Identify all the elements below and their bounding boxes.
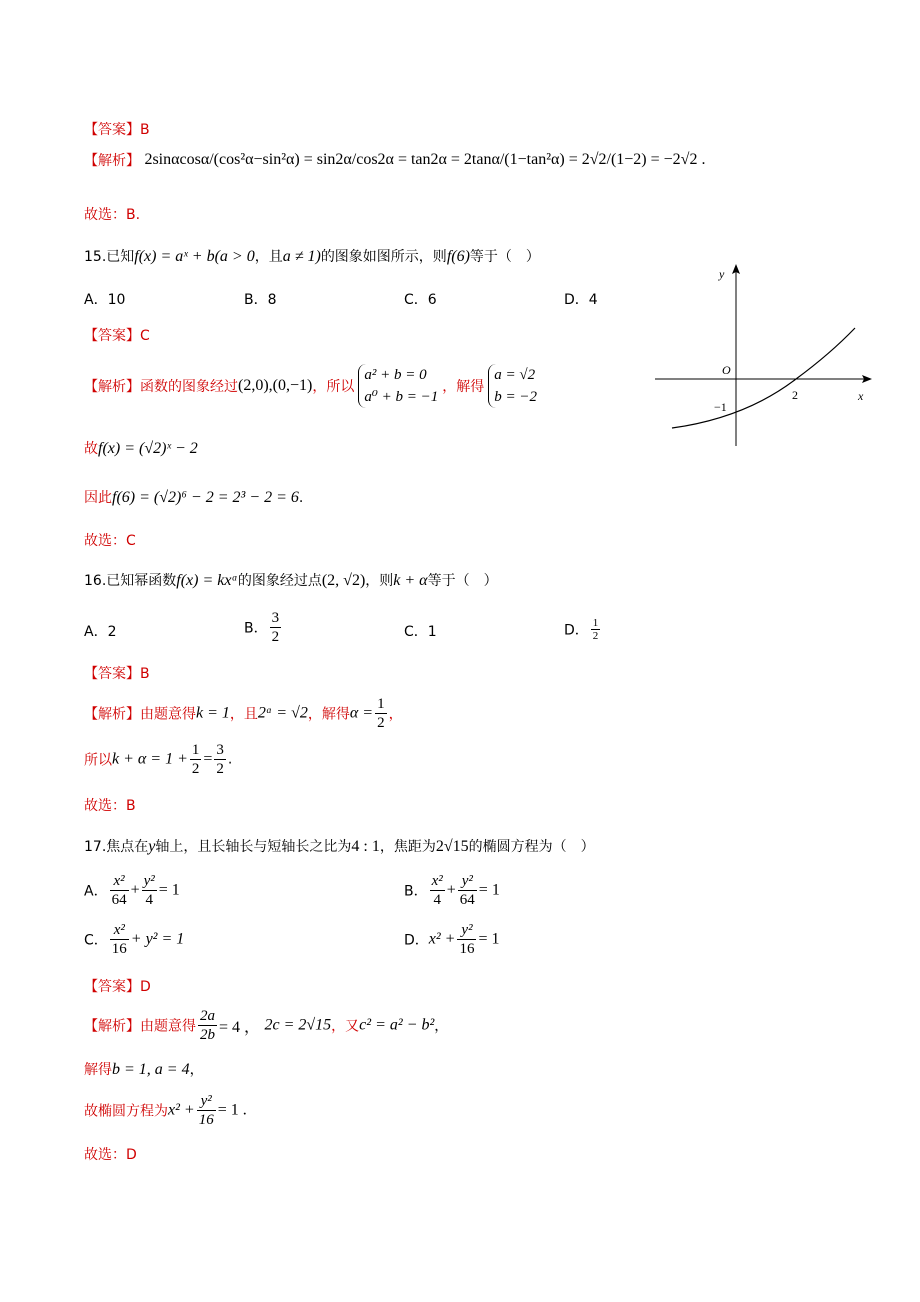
q14-conclusion: 故选：B. — [84, 207, 141, 223]
q17-stem-mid: 轴上，且长轴长与短轴长之比为 — [155, 839, 352, 855]
q16-option-b-label: B． — [244, 620, 268, 637]
q15-system-2 — [488, 364, 537, 408]
answer-tag: 【答案】 — [84, 122, 140, 138]
fraction — [110, 872, 129, 909]
q15-stem-func: f(x) = aˣ + b(a > 0 — [134, 248, 255, 265]
y-tick-minus1: −1 — [714, 400, 727, 414]
origin-label: O — [722, 363, 731, 377]
q17-analysis-eq2: 2c = 2√15 — [264, 1016, 332, 1034]
q15-option-d: D．4 — [564, 292, 598, 308]
q16-analysis-p1: 由题意得 — [140, 706, 196, 723]
q15-analysis-line — [84, 364, 541, 408]
q16-stem-mid: 的图象经过点 — [237, 573, 322, 589]
q17-option-d-label: D． — [404, 932, 429, 949]
q17-analysis-line: 【解析】由题意得 $\frac{2a}{2b}$ = 4 ， 2c = 2√15，又c² = a² − b²， — [84, 1008, 449, 1043]
q16-line2-eq: = — [203, 750, 213, 768]
q15-stem-suffix: 的图象如图所示，则 — [320, 249, 447, 265]
numerator: 3 — [271, 610, 280, 626]
q15-answer-line — [84, 325, 150, 345]
q17-option-b-label: B． — [404, 883, 428, 900]
analysis-tag: 【解析】 — [84, 1018, 140, 1035]
q16-analysis-eq: 2ᵅ = √2 — [257, 704, 308, 722]
q17-analysis-p1: 由题意得 — [140, 1018, 196, 1035]
analysis-tag: 【解析】 — [84, 706, 140, 723]
q16-answer: B — [140, 666, 150, 682]
q16-analysis-a-fraction — [375, 695, 387, 732]
q16-stem-mid2: ，则 — [365, 573, 394, 589]
numerator: y² — [457, 921, 476, 940]
q16-stem-prefix: 16.已知幂函数 — [84, 573, 177, 589]
numerator: 2a — [200, 1008, 215, 1024]
q15-analysis-p2: ，所以 — [312, 379, 355, 395]
q16-stem-func: f(x) = kxᵅ — [176, 572, 238, 589]
q16-analysis-p2: ，且 — [229, 706, 258, 723]
q15-analysis-p1: 函数的图象经过 — [140, 379, 238, 395]
numerator: y² — [143, 873, 155, 889]
q17-stem-prefix: 17.焦点在 — [84, 839, 149, 855]
q17-option-a: A． $\frac{\text{x²}}{64}$ + $\frac{\text{y²}}{4}$ = 1 — [84, 873, 180, 908]
q17-option-b: B． $\frac{\text{x²}}{4}$ + $\frac{\text{y²}}{64}$ = 1 — [404, 873, 500, 908]
q16-option-b — [244, 609, 283, 646]
fraction — [457, 921, 476, 958]
q15-option-a: A．10 — [84, 292, 126, 308]
numerator: 1 — [377, 696, 385, 712]
q16-option-d — [564, 617, 602, 642]
q17-option-d: D．x² + $\frac{\text{y²}}{16}$ = 1 — [404, 922, 500, 957]
numerator: y² — [458, 872, 477, 891]
q16-option-d-label: D． — [564, 622, 589, 639]
q16-option-d-fraction — [591, 617, 601, 642]
denominator: 16 — [198, 1112, 214, 1128]
analysis-tag: 【解析】 — [84, 379, 140, 395]
q17-conclusion: 故选：D — [84, 1147, 137, 1163]
numerator: 3 — [216, 742, 224, 758]
q16-line2-expr: k + α = 1 + — [112, 750, 188, 768]
q15-system-1-eq1: a² + b = 0 — [364, 367, 427, 383]
q17-stem-focal: 2√15 — [435, 838, 469, 855]
q15-system-1-eq2: a⁰ + b = −1 — [364, 389, 439, 405]
fraction — [458, 872, 477, 909]
q17-analysis-p2: ，又 — [331, 1018, 360, 1035]
q15-line2-prefix: 故 — [84, 441, 98, 457]
q15-answer: C — [140, 328, 150, 344]
q16-answer-line — [84, 663, 150, 683]
denominator: 4 — [145, 892, 153, 908]
q16-option-a: A．2 — [84, 624, 117, 640]
x-tick-2: 2 — [792, 388, 798, 402]
q15-conclusion: 故选：C — [84, 533, 136, 549]
q17-analysis-eq3: c² = a² − b² — [359, 1016, 435, 1034]
function-curve — [672, 328, 855, 428]
q17-stem-y: y — [148, 838, 156, 855]
q17-line2-expr: b = 1, a = 4 — [112, 1061, 190, 1078]
q17-line3-head: x² + — [168, 1101, 195, 1119]
denominator: 4 — [433, 892, 441, 908]
q15-stem-end: 等于（ ） — [469, 249, 540, 265]
q15-system-2-eq2: b = −2 — [494, 389, 537, 405]
q16-option-b-fraction — [270, 609, 282, 646]
q14-analysis-line — [84, 150, 705, 170]
q17-analysis-eq1: = 4 ， — [219, 1019, 261, 1036]
answer-tag: 【答案】 — [84, 328, 140, 344]
q15-system-2-eq1: a = √2 — [494, 367, 536, 383]
q17-option-d-head: x² + — [428, 930, 456, 948]
q16-stem — [84, 570, 498, 590]
q16-analysis-k: k = 1 — [196, 704, 230, 722]
denominator: 64 — [111, 892, 127, 908]
y-axis-label: y — [719, 267, 725, 281]
numerator: y² — [197, 1092, 216, 1111]
answer-tag: 【答案】 — [84, 666, 140, 682]
q14-answer-line — [84, 119, 150, 139]
fraction — [142, 872, 157, 909]
q15-line2 — [84, 438, 198, 458]
analysis-tag: 【解析】 — [84, 153, 140, 169]
q15-stem-mid: ，且 — [254, 249, 283, 265]
numerator: x² — [431, 873, 443, 889]
q17-line3-prefix: 故椭圆方程为 — [84, 1103, 168, 1120]
fraction — [430, 872, 445, 909]
q17-option-a-label: A． — [84, 883, 108, 900]
q16-option-c: C．1 — [404, 624, 437, 640]
q15-stem-cond: a ≠ 1) — [282, 248, 321, 265]
q17-option-c-label: C． — [84, 932, 108, 949]
q17-stem-mid2: ，焦距为 — [379, 839, 436, 855]
denominator: 2 — [216, 761, 224, 777]
denominator: 2 — [191, 761, 200, 777]
q17-stem — [84, 836, 595, 856]
q15-stem-ask: f(6) — [446, 248, 470, 265]
q15-line3: 因此f(6) = (√2)⁶ − 2 = 2³ − 2 = 6. — [84, 489, 304, 506]
q15-stem-prefix: 15.已知 — [84, 249, 135, 265]
q17-stem-ratio: 4 : 1 — [351, 838, 380, 855]
q17-line3-tail: = 1 . — [217, 1101, 247, 1119]
q15-line3-prefix: 因此 — [84, 490, 112, 506]
q15-system-1 — [358, 364, 438, 408]
q17-stem-end: 的椭圆方程为（ ） — [468, 839, 595, 855]
q16-line2-fraction-2 — [214, 741, 226, 778]
q16-stem-ask: k + α — [393, 572, 428, 589]
q15-line2-expr: f(x) = (√2)ˣ − 2 — [98, 440, 198, 457]
q15-stem — [84, 246, 540, 266]
denominator: 16 — [459, 941, 475, 957]
x-axis-label: x — [858, 389, 864, 403]
numerator: 1 — [592, 617, 599, 629]
q17-line3-fraction — [197, 1092, 216, 1129]
q14-analysis-expr: 2sinαcosα/(cos²α−sin²α) = sin2α/cos2α = tan2α = 2tanα/(1−tan²α) = 2√2/(1−2) = −2√2 . — [144, 151, 706, 168]
q14-answer: B — [140, 122, 150, 138]
q17-analysis-fraction — [198, 1007, 217, 1044]
q16-analysis-a: α = — [349, 704, 374, 722]
q16-line2-prefix: 所以 — [84, 752, 112, 769]
denominator: 16 — [111, 941, 127, 957]
q17-line2: 解得b = 1, a = 4， — [84, 1061, 204, 1078]
denominator: 64 — [459, 892, 475, 908]
q16-analysis-p3: ，解得 — [307, 706, 350, 723]
q16-conclusion: 故选：B — [84, 798, 136, 814]
numerator: 1 — [191, 742, 200, 758]
numerator: x² — [110, 921, 129, 940]
q16-stem-point: (2, √2) — [321, 572, 366, 589]
q15-analysis-points: (2,0),(0,−1) — [238, 377, 313, 394]
q15-option-c: C．6 — [404, 292, 437, 308]
q15-analysis-p3: ，解得 — [442, 379, 485, 395]
denominator: 2 — [377, 715, 385, 731]
q16-stem-end: 等于（ ） — [427, 573, 498, 589]
numerator: x² — [110, 872, 129, 891]
q16-line2-fraction-1 — [190, 741, 202, 778]
q15-option-b: B．8 — [244, 292, 277, 308]
q17-option-c — [84, 921, 184, 958]
denominator: 2 — [271, 629, 280, 645]
fraction — [110, 921, 129, 958]
answer-tag: 【答案】 — [84, 979, 140, 995]
denominator: 2b — [200, 1027, 215, 1043]
q17-answer: D — [140, 979, 151, 995]
q17-answer-line — [84, 976, 151, 996]
q16-analysis-line: 【解析】由题意得k = 1，且2ᵅ = √2，解得α = $\frac{1}{2}$ ， — [84, 696, 403, 731]
q15-line3-expr: f(6) = (√2)⁶ − 2 = 2³ − 2 = 6 — [112, 489, 299, 506]
q17-option-c-tail: + y² = 1 — [130, 930, 185, 948]
q16-line2: 所以k + α = 1 + $\frac{1}{2}$ = $\frac{3}{2}$ . — [84, 742, 233, 777]
q17-line2-prefix: 解得 — [84, 1062, 112, 1078]
q17-line3 — [84, 1092, 247, 1129]
denominator: 2 — [592, 630, 599, 642]
q15-function-graph — [650, 258, 880, 450]
